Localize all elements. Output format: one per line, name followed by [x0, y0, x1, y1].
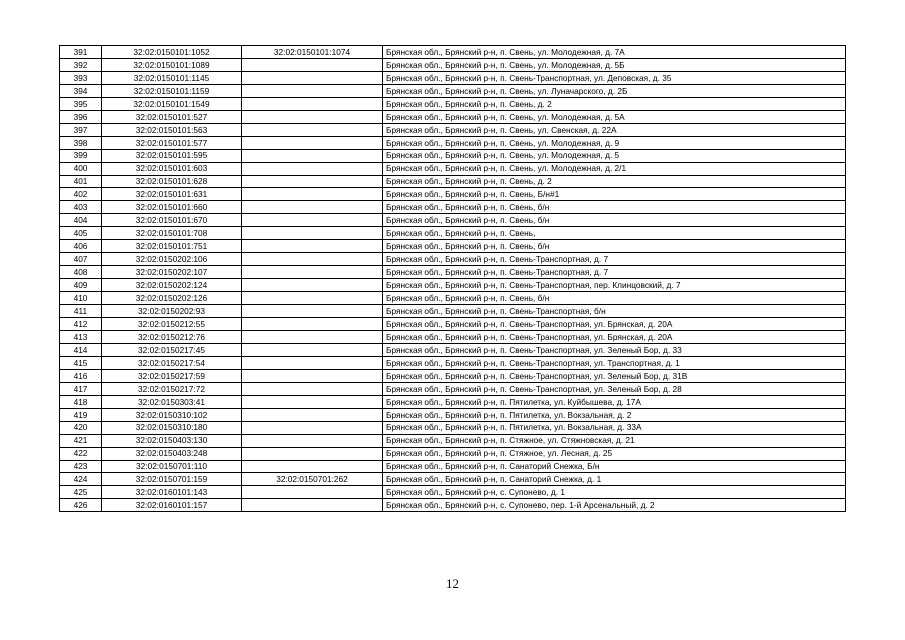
table-row — [60, 369, 846, 382]
cadastral-number-cell: 32:02:0150202:126 — [102, 292, 242, 305]
parent-cadastral-number-cell — [242, 97, 383, 110]
parent-cadastral-number-cell — [242, 408, 383, 421]
address-cell: Брянская обл., Брянский р-н, п. Свень, ул. Луначарского, д. 2Б — [383, 84, 846, 97]
parent-cadastral-number-cell — [242, 369, 383, 382]
address-cell: Брянская обл., Брянский р-н, п. Свень-Транспортная, ул. Зеленый Бор, д. 33 — [383, 343, 846, 356]
row-number-cell: 392 — [60, 58, 102, 71]
row-number-cell: 423 — [60, 460, 102, 473]
address-cell: Брянская обл., Брянский р-н, п. Свень, ул. Молодежная, д. 9 — [383, 136, 846, 149]
cadastral-number-cell: 32:02:0150303:41 — [102, 395, 242, 408]
cadastral-number-cell: 32:02:0150310:180 — [102, 421, 242, 434]
cadastral-number-cell: 32:02:0160101:143 — [102, 486, 242, 499]
parent-cadastral-number-cell — [242, 382, 383, 395]
cadastral-number-cell: 32:02:0150701:159 — [102, 473, 242, 486]
address-cell: Брянская обл., Брянский р-н, п. Свень, б/н — [383, 292, 846, 305]
table-row — [60, 58, 846, 71]
parent-cadastral-number-cell — [242, 486, 383, 499]
cadastral-number-cell: 32:02:0150101:631 — [102, 188, 242, 201]
cadastral-number-cell: 32:02:0150217:72 — [102, 382, 242, 395]
row-number-cell: 416 — [60, 369, 102, 382]
address-cell: Брянская обл., Брянский р-н, п. Свень, — [383, 227, 846, 240]
row-number-cell: 406 — [60, 240, 102, 253]
cadastral-number-cell: 32:02:0150101:1052 — [102, 46, 242, 59]
table-row — [60, 97, 846, 110]
cadastral-number-cell: 32:02:0150202:107 — [102, 266, 242, 279]
parent-cadastral-number-cell — [242, 421, 383, 434]
cadastral-number-cell: 32:02:0150101:603 — [102, 162, 242, 175]
cadastral-number-cell: 32:02:0150101:1549 — [102, 97, 242, 110]
address-cell: Брянская обл., Брянский р-н, п. Стяжное, ул. Лесная, д. 25 — [383, 447, 846, 460]
row-number-cell: 417 — [60, 382, 102, 395]
parent-cadastral-number-cell — [242, 201, 383, 214]
table-row — [60, 279, 846, 292]
row-number-cell: 399 — [60, 149, 102, 162]
address-cell: Брянская обл., Брянский р-н, п. Свень-Транспортная, ул. Зеленый Бор, д. 28 — [383, 382, 846, 395]
table-row — [60, 201, 846, 214]
address-cell: Брянская обл., Брянский р-н, с. Супонево, пер. 1-й Арсенальный, д. 2 — [383, 499, 846, 512]
cadastral-number-cell: 32:02:0150217:45 — [102, 343, 242, 356]
table-row — [60, 162, 846, 175]
row-number-cell: 422 — [60, 447, 102, 460]
cadastral-number-cell: 32:02:0150202:124 — [102, 279, 242, 292]
parent-cadastral-number-cell — [242, 253, 383, 266]
row-number-cell: 408 — [60, 266, 102, 279]
table-row — [60, 382, 846, 395]
row-number-cell: 426 — [60, 499, 102, 512]
cadastral-number-cell: 32:02:0150212:55 — [102, 318, 242, 331]
cadastral-number-cell: 32:02:0160101:157 — [102, 499, 242, 512]
address-cell: Брянская обл., Брянский р-н, п. Санаторий Снежка, Б/н — [383, 460, 846, 473]
table-row — [60, 356, 846, 369]
address-cell: Брянская обл., Брянский р-н, п. Свень-Транспортная, ул. Зеленый Бор, д. 31В — [383, 369, 846, 382]
parent-cadastral-number-cell — [242, 330, 383, 343]
cadastral-number-cell: 32:02:0150101:708 — [102, 227, 242, 240]
address-cell: Брянская обл., Брянский р-н, п. Свень, д. 2 — [383, 175, 846, 188]
parent-cadastral-number-cell — [242, 318, 383, 331]
cadastral-number-cell: 32:02:0150202:106 — [102, 253, 242, 266]
table-row — [60, 408, 846, 421]
parent-cadastral-number-cell: 32:02:0150701:262 — [242, 473, 383, 486]
row-number-cell: 402 — [60, 188, 102, 201]
row-number-cell: 412 — [60, 318, 102, 331]
parent-cadastral-number-cell — [242, 434, 383, 447]
row-number-cell: 409 — [60, 279, 102, 292]
parent-cadastral-number-cell — [242, 460, 383, 473]
address-cell: Брянская обл., Брянский р-н, п. Стяжное, ул. Стяжновская, д. 21 — [383, 434, 846, 447]
table-row — [60, 188, 846, 201]
cadastral-number-cell: 32:02:0150101:563 — [102, 123, 242, 136]
row-number-cell: 401 — [60, 175, 102, 188]
parent-cadastral-number-cell — [242, 343, 383, 356]
row-number-cell: 395 — [60, 97, 102, 110]
parent-cadastral-number-cell — [242, 240, 383, 253]
cadastral-number-cell: 32:02:0150101:660 — [102, 201, 242, 214]
parent-cadastral-number-cell — [242, 214, 383, 227]
parent-cadastral-number-cell — [242, 110, 383, 123]
cadastral-number-cell: 32:02:0150217:54 — [102, 356, 242, 369]
address-cell: Брянская обл., Брянский р-н, п. Свень, д. 2 — [383, 97, 846, 110]
parent-cadastral-number-cell — [242, 149, 383, 162]
parent-cadastral-number-cell — [242, 71, 383, 84]
row-number-cell: 411 — [60, 305, 102, 318]
address-cell: Брянская обл., Брянский р-н, п. Свень-Транспортная, пер. Клинцовский, д. 7 — [383, 279, 846, 292]
row-number-cell: 398 — [60, 136, 102, 149]
cadastral-number-cell: 32:02:0150101:1159 — [102, 84, 242, 97]
address-cell: Брянская обл., Брянский р-н, п. Свень-Транспортная, ул. Деповская, д. 35 — [383, 71, 846, 84]
cadastral-number-cell: 32:02:0150101:595 — [102, 149, 242, 162]
cadastral-number-cell: 32:02:0150701:110 — [102, 460, 242, 473]
parent-cadastral-number-cell — [242, 175, 383, 188]
row-number-cell: 393 — [60, 71, 102, 84]
table-row — [60, 447, 846, 460]
address-cell: Брянская обл., Брянский р-н, п. Свень, Б/н#1 — [383, 188, 846, 201]
parent-cadastral-number-cell — [242, 227, 383, 240]
cadastral-number-cell: 32:02:0150212:76 — [102, 330, 242, 343]
table-row — [60, 330, 846, 343]
parent-cadastral-number-cell — [242, 188, 383, 201]
table-row — [60, 253, 846, 266]
parent-cadastral-number-cell — [242, 162, 383, 175]
address-cell: Брянская обл., Брянский р-н, п. Свень-Транспортная, ул. Транспортная, д. 1 — [383, 356, 846, 369]
cadastral-number-cell: 32:02:0150101:577 — [102, 136, 242, 149]
cadastral-number-cell: 32:02:0150202:93 — [102, 305, 242, 318]
parent-cadastral-number-cell — [242, 136, 383, 149]
row-number-cell: 415 — [60, 356, 102, 369]
address-cell: Брянская обл., Брянский р-н, п. Свень-Транспортная, ул. Брянская, д. 20А — [383, 318, 846, 331]
cadastral-number-cell: 32:02:0150101:751 — [102, 240, 242, 253]
table-row — [60, 292, 846, 305]
table-row — [60, 123, 846, 136]
property-table — [59, 45, 846, 512]
table-row — [60, 266, 846, 279]
table-row — [60, 460, 846, 473]
cadastral-number-cell: 32:02:0150101:1145 — [102, 71, 242, 84]
parent-cadastral-number-cell — [242, 58, 383, 71]
row-number-cell: 425 — [60, 486, 102, 499]
table-row — [60, 240, 846, 253]
address-cell: Брянская обл., Брянский р-н, п. Свень, б/н — [383, 214, 846, 227]
table-row — [60, 318, 846, 331]
address-cell: Брянская обл., Брянский р-н, п. Свень, ул. Молодежная, д. 5А — [383, 110, 846, 123]
address-cell: Брянская обл., Брянский р-н, п. Свень, ул. Свенская, д. 22А — [383, 123, 846, 136]
cadastral-number-cell: 32:02:0150101:670 — [102, 214, 242, 227]
address-cell: Брянская обл., Брянский р-н, п. Свень, б/н — [383, 201, 846, 214]
table-row — [60, 84, 846, 97]
table-row — [60, 421, 846, 434]
cadastral-number-cell: 32:02:0150403:248 — [102, 447, 242, 460]
address-cell: Брянская обл., Брянский р-н, п. Свень, ул. Молодежная, д. 5 — [383, 149, 846, 162]
table-row — [60, 149, 846, 162]
parent-cadastral-number-cell — [242, 266, 383, 279]
parent-cadastral-number-cell — [242, 356, 383, 369]
row-number-cell: 410 — [60, 292, 102, 305]
address-cell: Брянская обл., Брянский р-н, п. Свень, б/н — [383, 240, 846, 253]
row-number-cell: 421 — [60, 434, 102, 447]
table-row — [60, 136, 846, 149]
cadastral-number-cell: 32:02:0150310:102 — [102, 408, 242, 421]
row-number-cell: 418 — [60, 395, 102, 408]
row-number-cell: 396 — [60, 110, 102, 123]
parent-cadastral-number-cell — [242, 305, 383, 318]
address-cell: Брянская обл., Брянский р-н, п. Свень-Транспортная, ул. Брянская, д. 20А — [383, 330, 846, 343]
table-row — [60, 110, 846, 123]
row-number-cell: 424 — [60, 473, 102, 486]
row-number-cell: 394 — [60, 84, 102, 97]
table-row — [60, 214, 846, 227]
row-number-cell: 397 — [60, 123, 102, 136]
address-cell: Брянская обл., Брянский р-н, п. Пятилетка, ул. Куйбышева, д. 17А — [383, 395, 846, 408]
row-number-cell: 403 — [60, 201, 102, 214]
table-row — [60, 486, 846, 499]
row-number-cell: 414 — [60, 343, 102, 356]
table-row — [60, 499, 846, 512]
table-row — [60, 343, 846, 356]
table-row — [60, 473, 846, 486]
address-cell: Брянская обл., Брянский р-н, п. Свень, ул. Молодежная, д. 5Б — [383, 58, 846, 71]
table-row — [60, 175, 846, 188]
address-cell: Брянская обл., Брянский р-н, с. Супонево, д. 1 — [383, 486, 846, 499]
table-row — [60, 434, 846, 447]
address-cell: Брянская обл., Брянский р-н, п. Свень-Транспортная, д. 7 — [383, 266, 846, 279]
row-number-cell: 405 — [60, 227, 102, 240]
table-row — [60, 227, 846, 240]
row-number-cell: 419 — [60, 408, 102, 421]
address-cell: Брянская обл., Брянский р-н, п. Санаторий Снежка, д. 1 — [383, 473, 846, 486]
row-number-cell: 407 — [60, 253, 102, 266]
table-row — [60, 46, 846, 59]
row-number-cell: 400 — [60, 162, 102, 175]
property-table-body — [60, 46, 846, 512]
cadastral-number-cell: 32:02:0150101:527 — [102, 110, 242, 123]
address-cell: Брянская обл., Брянский р-н, п. Свень, ул. Молодежная, д. 2/1 — [383, 162, 846, 175]
cadastral-number-cell: 32:02:0150217:59 — [102, 369, 242, 382]
row-number-cell: 404 — [60, 214, 102, 227]
page-number: 12 — [446, 576, 459, 591]
parent-cadastral-number-cell — [242, 123, 383, 136]
cadastral-number-cell: 32:02:0150403:130 — [102, 434, 242, 447]
parent-cadastral-number-cell — [242, 499, 383, 512]
address-cell: Брянская обл., Брянский р-н, п. Свень, ул. Молодежная, д. 7А — [383, 46, 846, 59]
parent-cadastral-number-cell — [242, 279, 383, 292]
row-number-cell: 391 — [60, 46, 102, 59]
address-cell: Брянская обл., Брянский р-н, п. Пятилетка, ул. Вокзальная, д. 2 — [383, 408, 846, 421]
row-number-cell: 413 — [60, 330, 102, 343]
parent-cadastral-number-cell — [242, 84, 383, 97]
address-cell: Брянская обл., Брянский р-н, п. Свень-Транспортная, б/н — [383, 305, 846, 318]
row-number-cell: 420 — [60, 421, 102, 434]
parent-cadastral-number-cell — [242, 395, 383, 408]
cadastral-number-cell: 32:02:0150101:1089 — [102, 58, 242, 71]
table-row — [60, 305, 846, 318]
parent-cadastral-number-cell: 32:02:0150101:1074 — [242, 46, 383, 59]
cadastral-number-cell: 32:02:0150101:628 — [102, 175, 242, 188]
address-cell: Брянская обл., Брянский р-н, п. Свень-Транспортная, д. 7 — [383, 253, 846, 266]
table-row — [60, 395, 846, 408]
parent-cadastral-number-cell — [242, 447, 383, 460]
parent-cadastral-number-cell — [242, 292, 383, 305]
table-row — [60, 71, 846, 84]
address-cell: Брянская обл., Брянский р-н, п. Пятилетка, ул. Вокзальная, д. 33А — [383, 421, 846, 434]
